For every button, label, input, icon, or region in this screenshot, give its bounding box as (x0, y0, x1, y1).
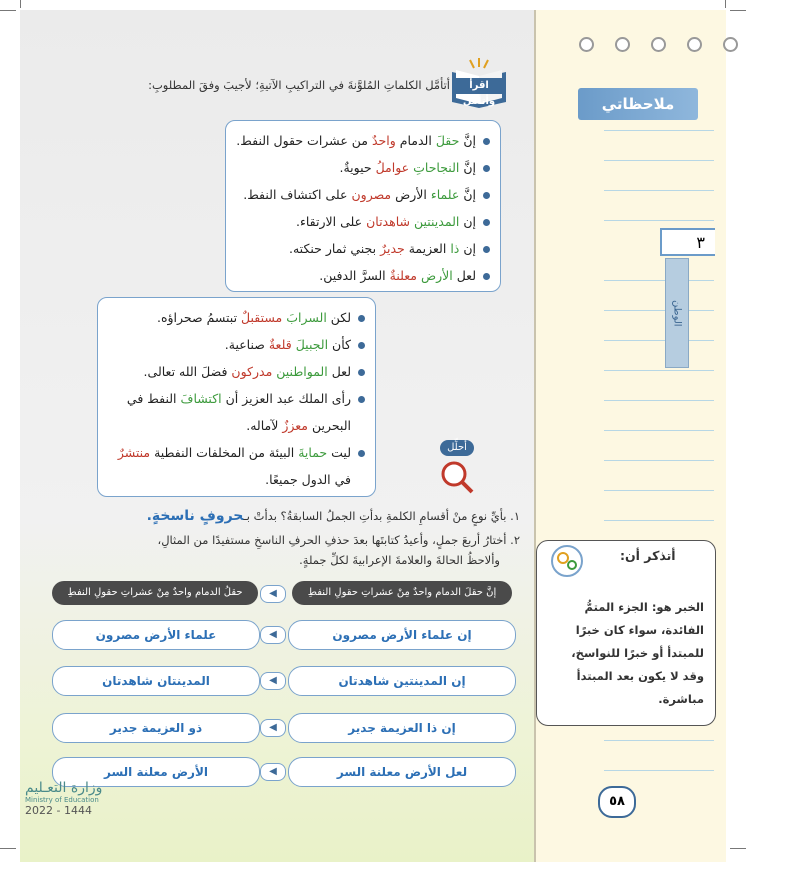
unit-label: الوطن (665, 258, 689, 368)
crop-mark (20, 0, 21, 8)
sentence-part: معززٌ (282, 418, 308, 433)
sentence-part: إن (459, 214, 476, 229)
sentence-part: حيويةٌ. (339, 160, 376, 175)
crop-mark (730, 10, 746, 11)
sentence-part: البيئة من المخلفات النفطية (150, 445, 299, 460)
answer-result[interactable]: علماء الأرض مصرون (52, 620, 260, 650)
notes-title: ملاحظاتي (578, 88, 698, 120)
sentence-part: على اكتشاف النفط. (243, 187, 352, 202)
sentence-part: مصرون (351, 187, 392, 202)
sentence-part: على الارتقاء. (296, 214, 367, 229)
sentence-part: إنَّ (459, 133, 476, 148)
binder-holes (558, 37, 738, 56)
sentence-part: ذا (450, 241, 460, 256)
answer-result[interactable]: ذو العزيمة جدير (52, 713, 260, 743)
sentence-part: المدينتين (413, 214, 460, 229)
sentence-part: إنَّ (459, 187, 476, 202)
sentence-part: منتشرٌ (117, 445, 151, 460)
sentence-item (104, 304, 365, 331)
sentence-part: مستقبلٌ (241, 310, 283, 325)
sentence-part: المواطنين (276, 364, 328, 379)
sentence-part: لعل (327, 364, 351, 379)
sentence-part: لعل (452, 268, 476, 283)
question-1 (50, 508, 520, 524)
sentence-item (232, 208, 490, 235)
arrow-icon: ◀ (260, 719, 286, 737)
arrow-icon: ◀ (260, 626, 286, 644)
example-result: حقلُ الدمام واحدٌ مِنْ عشراتِ حقولِ النفطِ (52, 581, 258, 605)
sentences-box-2 (97, 297, 376, 497)
sentence-part: السرَّ الدفين. (319, 268, 390, 283)
edition-year: 2022 - 1444 (25, 804, 92, 817)
sentence-part: السرابَ (286, 310, 327, 325)
sentence-part: الجبيلَ (295, 337, 329, 352)
sentence-part: ليت (327, 445, 351, 460)
sentence-part: صناعية. (224, 337, 269, 352)
sentence-part: عواملُ (375, 160, 410, 175)
sentence-part: الأرض (420, 268, 453, 283)
sentence-item (232, 181, 490, 208)
crop-mark (0, 848, 16, 849)
sentence-part: مدركون (231, 364, 273, 379)
remember-title: أتذكر أن: (620, 548, 676, 563)
sentence-part: قلعةٌ (268, 337, 292, 352)
answer-original[interactable]: لعل الأرض معلنة السر (288, 757, 516, 787)
sentence-part: حقلَ (435, 133, 460, 148)
sentence-part: جديرٌ (380, 241, 405, 256)
sentence-part: شاهدتان (366, 214, 410, 229)
sentence-item (104, 439, 365, 493)
answer-original[interactable]: إن علماء الأرض مصرون (288, 620, 516, 650)
ministry-name-ar: وزارة التعـليم (25, 780, 103, 796)
gears-head-icon (550, 544, 584, 578)
answer-original[interactable]: إن ذا العزيمة جدير (288, 713, 516, 743)
sentence-item (104, 331, 365, 358)
sentence-part: الدمام (395, 133, 436, 148)
example-original: إنَّ حقلَ الدمام واحدٌ مِنْ عشراتِ حقولِ النفطِ (292, 581, 512, 605)
crop-mark (725, 0, 726, 8)
unit-number: ٣ (660, 228, 715, 256)
read-instruction: أتأمَّل الكلماتِ المُلوَّنةَ في التراكيبِ الآتيةِ؛ لأجيبَ وفقَ المطلوبِ: (148, 78, 450, 92)
question-1-answer: حروفٍ ناسخةٍ. (146, 508, 244, 524)
sentence-part: كأن (328, 337, 351, 352)
sentence-part: واحدٌ (371, 133, 396, 148)
page-number: ٥٨ (598, 786, 636, 818)
sentence-part: إن (459, 241, 476, 256)
question-2-line-2: وألاحظُ الحالةَ والعلامةَ الإعرابيةَ لكلِّ جملةٍ. (299, 553, 500, 567)
sentence-part: في الدول جميعًا. (265, 472, 351, 487)
answer-result[interactable]: الأرض معلنة السر (52, 757, 260, 787)
question-1-text: ١. بأيِّ نوعٍ منْ أقسامِ الكلمةِ بدأتِ الجملُ السابقةُ؟ بدأتْ بـ (243, 509, 520, 523)
analyze-badge: أحلِّل (440, 440, 474, 456)
sentence-part: لكن (326, 310, 351, 325)
sentence-part: العزيمة (404, 241, 451, 256)
sentence-part: حمايةَ (298, 445, 328, 460)
sentence-part: لآماله. (246, 418, 283, 433)
crop-mark (730, 848, 746, 849)
sentence-part: معلنةٌ (389, 268, 417, 283)
sentence-part: تبتسمُ صحراؤه. (156, 310, 242, 325)
sentence-item (104, 385, 365, 439)
question-2-line-1: ٢. أختارُ أربعَ جملٍ، وأعيدُ كتابتَها بعدَ حذفِ الحرفِ الناسخِ مستفيدًا من المثالِ، (157, 533, 520, 547)
read-badge: اقرأ وأتأمل (452, 78, 506, 94)
ministry-logo (25, 780, 102, 817)
sentence-part: رأى الملك عبد العزيز أن (221, 391, 351, 406)
arrow-icon: ◀ (260, 585, 286, 603)
sentence-part: الأرض (391, 187, 431, 202)
notes-sidebar (534, 10, 726, 862)
sentence-part: فضلَ الله تعالى. (143, 364, 232, 379)
sentence-item (232, 154, 490, 181)
sentence-part: بجني ثمار حنكته. (289, 241, 381, 256)
arrow-icon: ◀ (260, 672, 286, 690)
sentence-item (232, 262, 490, 289)
sentence-item (232, 127, 490, 154)
ministry-name-en: Ministry of Education (25, 796, 99, 804)
answer-original[interactable]: إن المدينتين شاهدتان (288, 666, 516, 696)
sentence-item (232, 235, 490, 262)
sentence-part: إنَّ (459, 160, 476, 175)
arrow-icon: ◀ (260, 763, 286, 781)
answer-result[interactable]: المدينتان شاهدتان (52, 666, 260, 696)
sentence-part: اكتشافَ (180, 391, 222, 406)
sentence-part: النفط في البحرين (126, 391, 351, 433)
sentence-part: من عشرات حقول النفط. (236, 133, 372, 148)
crop-mark (0, 10, 16, 11)
remember-text: الخبر هو: الجزء المتمُّ الفائدة، سواء كان خبرًا للمبتدأ أو خبرًا للنواسخ، وقد لا يكون بعد المبتدأ مباشرة. (571, 600, 704, 706)
sentence-item (104, 358, 365, 385)
sentences-box-1 (225, 120, 501, 292)
sentence-part: علماء (430, 187, 460, 202)
sentence-part: النجاحاتِ (413, 160, 460, 175)
